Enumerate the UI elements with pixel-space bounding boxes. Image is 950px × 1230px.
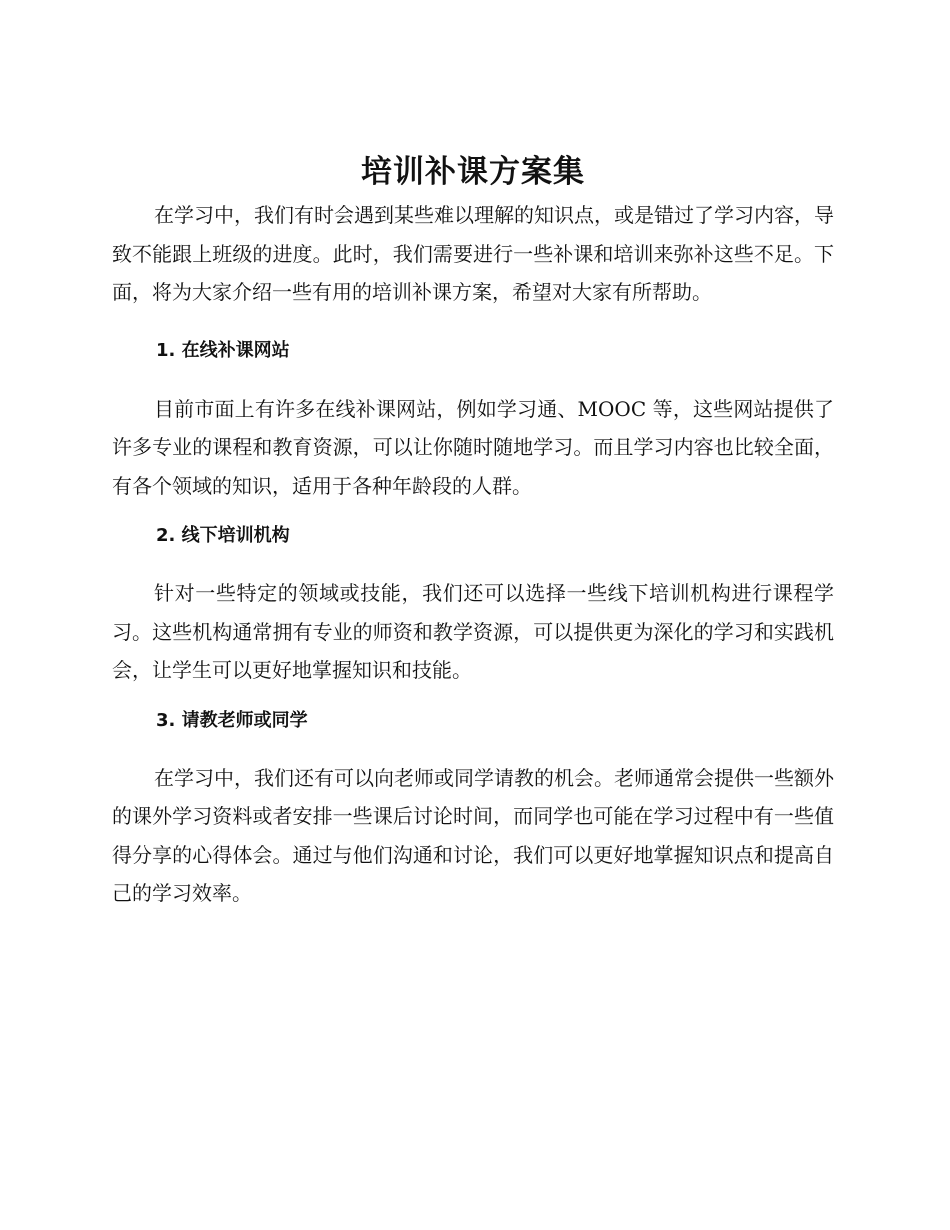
section-heading-ask: 3. 请教老师或同学 [156,709,308,731]
intro-paragraph: 在学习中，我们有时会遇到某些难以理解的知识点，或是错过了学习内容，导致不能跟上班级的进度。此时，我们需要进行一些补课和培训来弥补这些不足。下面，将为大家介绍一些有用的培训补课方案，希望对大家有所帮助。 [112,203,834,304]
section-heading-offline: 2. 线下培训机构 [156,525,290,546]
section-body-ask: 在学习中，我们还有可以向老师或同学请教的机会。老师通常会提供一些额外的课外学习资料或者安排一些课后讨论时间，而同学也可能在学习过程中有一些值得分享的心得体会。通过与他们沟通和讨论，我们可以更好地掌握知识点和提高自己的学习效率。 [112,765,834,905]
document-page [112,148,834,913]
document-title: 培训补课方案集 [361,154,585,190]
section-heading-online: 1. 在线补课网站 [156,339,290,361]
section-body-online: 目前市面上有许多在线补课网站，例如学习通、MOOC 等，这些网站提供了许多专业的课程和教育资源，可以让你随时随地学习。而且学习内容也比较全面，有各个领域的知识，适用于各种年龄段的人群。 [112,396,834,498]
section-body-offline: 针对一些特定的领域或技能，我们还可以选择一些线下培训机构进行课程学习。这些机构通常拥有专业的师资和教学资源，可以提供更为深化的学习和实践机会，让学生可以更好地掌握知识和技能。 [112,581,834,682]
